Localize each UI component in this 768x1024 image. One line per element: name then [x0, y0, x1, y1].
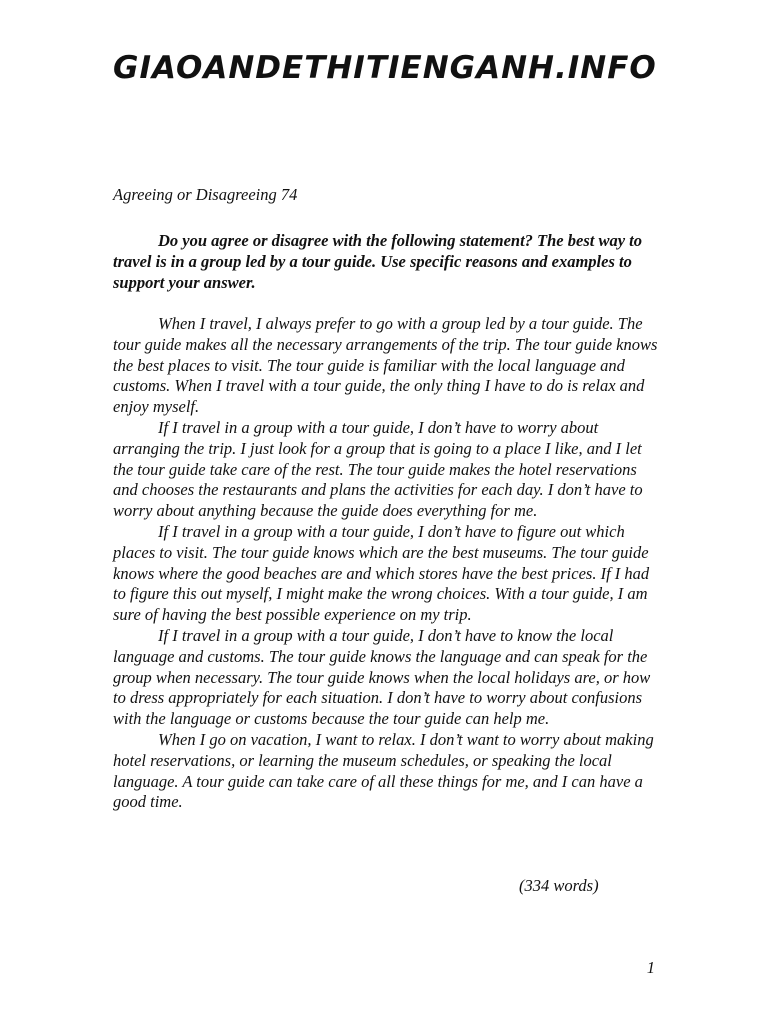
site-title: GIAOANDETHITIENGANH.INFO: [113, 50, 657, 86]
essay-paragraph: If I travel in a group with a tour guide, I don’t have to worry about arranging the trip. I just look for a group that is going to a place I like, and I let the tour guide take care of the rest. The tour guide makes the hotel reservations and chooses the restaurants and plans the activities for each day. I don’t have to worry about anything because the guide does everything for me.: [113, 417, 643, 521]
page-number: 1: [646, 958, 655, 977]
word-count: (334 words): [519, 876, 599, 895]
essay-paragraph: If I travel in a group with a tour guide, I don’t have to know the local language and customs. The tour guide knows the language and can speak for the group when necessary. The tour guide knows when the local holidays are, or how to dress appropriately for each situation. I don’t have to worry about confusions with the language or customs because the tour guide can help me.: [113, 625, 651, 729]
essay-subtitle: Agreeing or Disagreeing 74: [113, 185, 298, 204]
essay-paragraph: When I travel, I always prefer to go with a group led by a tour guide. The tour guide makes all the necessary arrangements of the trip. The tour guide knows the best places to visit. The tour guide is familiar with the local language and customs. When I travel with a tour guide, the only thing I have to do is relax and enjoy myself.: [113, 314, 658, 417]
essay-paragraph: If I travel in a group with a tour guide, I don’t have to figure out which places to visit. The tour guide knows which are the best museums. The tour guide knows where the good beaches are and which stores have the best prices. If I had to figure this out myself, I might make the wrong choices. With a tour guide, I am sure of having the best possible experience on my trip.: [113, 521, 650, 625]
essay-body: [113, 314, 658, 813]
essay-paragraph: When I go on vacation, I want to relax. I don’t want to worry about making hotel reservations, or learning the museum schedules, or speaking the local language. A tour guide can take care of all these things for me, and I can have a good time.: [113, 729, 654, 812]
essay-prompt: Do you agree or disagree with the following statement? The best way to travel is in a group led by a tour guide. Use specific reasons and examples to support your answer.: [113, 231, 642, 292]
